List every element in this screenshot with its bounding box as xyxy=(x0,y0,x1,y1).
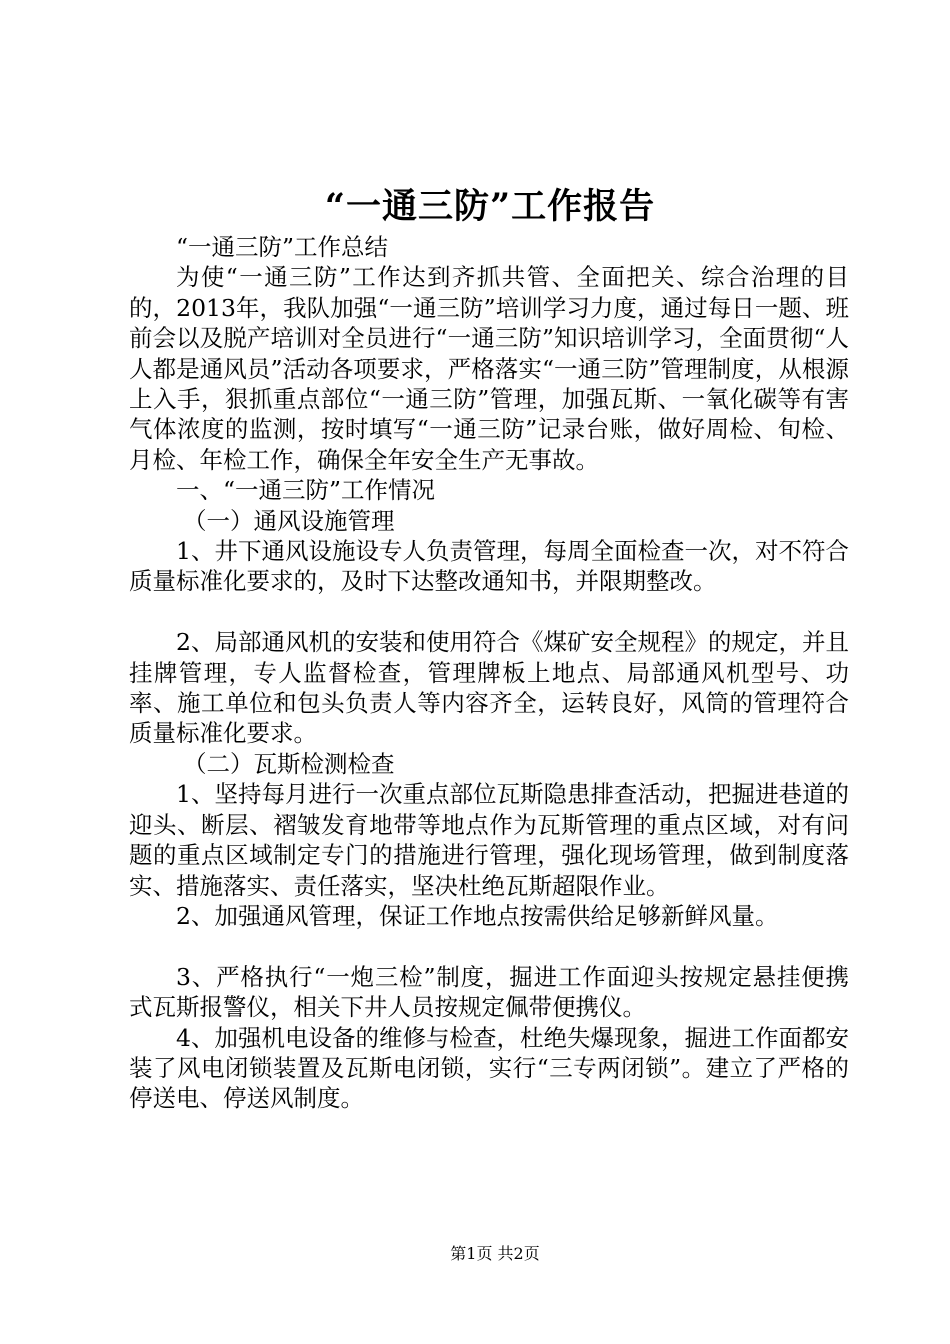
paragraph-gas-3: 3、严格执行“一炮三检”制度，掘进工作面迎头按规定悬挂便携式瓦斯报警仪，相关下井人员按规定佩带便携仪。 xyxy=(129,962,849,1022)
paragraph-summary-heading: “一通三防”工作总结 xyxy=(176,233,389,261)
paragraph-ventilation-2: 2、局部通风机的安装和使用符合《煤矿安全规程》的规定，并且挂牌管理，专人监督检查，管理牌板上地点、局部通风机型号、功率、施工单位和包头负责人等内容齐全，运转良好，风筒的管理符合质量标准化要求。 xyxy=(129,628,849,748)
paragraph-gas-1: 1、坚持每月进行一次重点部位瓦斯隐患排查活动，把掘进巷道的迎头、断层、褶皱发育地带等地点作为瓦斯管理的重点区域，对有问题的重点区域制定专门的措施进行管理，强化现场管理，做到制度落实、措施落实、责任落实，坚决杜绝瓦斯超限作业。 xyxy=(129,780,849,900)
document-title: “一通三防”工作报告 xyxy=(324,186,656,227)
subsection-heading-1: （一）通风设施管理 xyxy=(183,506,395,535)
section-heading-1: 一、“一通三防”工作情况 xyxy=(176,476,436,505)
paragraph-ventilation-1: 1、井下通风设施设专人负责管理，每周全面检查一次，对不符合质量标准化要求的，及时下达整改通知书，并限期整改。 xyxy=(129,537,849,596)
page-footer: 第1页 共2页 xyxy=(450,1244,540,1263)
paragraph-gas-2: 2、加强通风管理，保证工作地点按需供给足够新鲜风量。 xyxy=(176,901,779,930)
paragraph-gas-4: 4、加强机电设备的维修与检查，杜绝失爆现象，掘进工作面都安装了风电闭锁装置及瓦斯电闭锁，实行“三专两闭锁”。建立了严格的停送电、停送风制度。 xyxy=(129,1023,849,1113)
paragraph-intro: 为使“一通三防”工作达到齐抓共管、全面把关、综合治理的目的，2013年，我队加强“一通三防”培训学习力度，通过每日一题、班前会以及脱产培训对全员进行“一通三防”知识培训学习，全面贯彻“人人都是通风员”活动各项要求，严格落实“一通三防”管理制度，从根源上入手，狠抓重点部位“一通三防”管理，加强瓦斯、一氧化碳等有害气体浓度的监测，按时填写“一通三防”记录台账，做好周检、旬检、月检、年检工作，确保全年安全生产无事故。 xyxy=(129,263,849,474)
document-body xyxy=(129,232,849,1114)
subsection-heading-2: （二）瓦斯检测检查 xyxy=(183,749,395,778)
paragraph-gap xyxy=(129,931,849,961)
paragraph-gap xyxy=(129,597,849,627)
